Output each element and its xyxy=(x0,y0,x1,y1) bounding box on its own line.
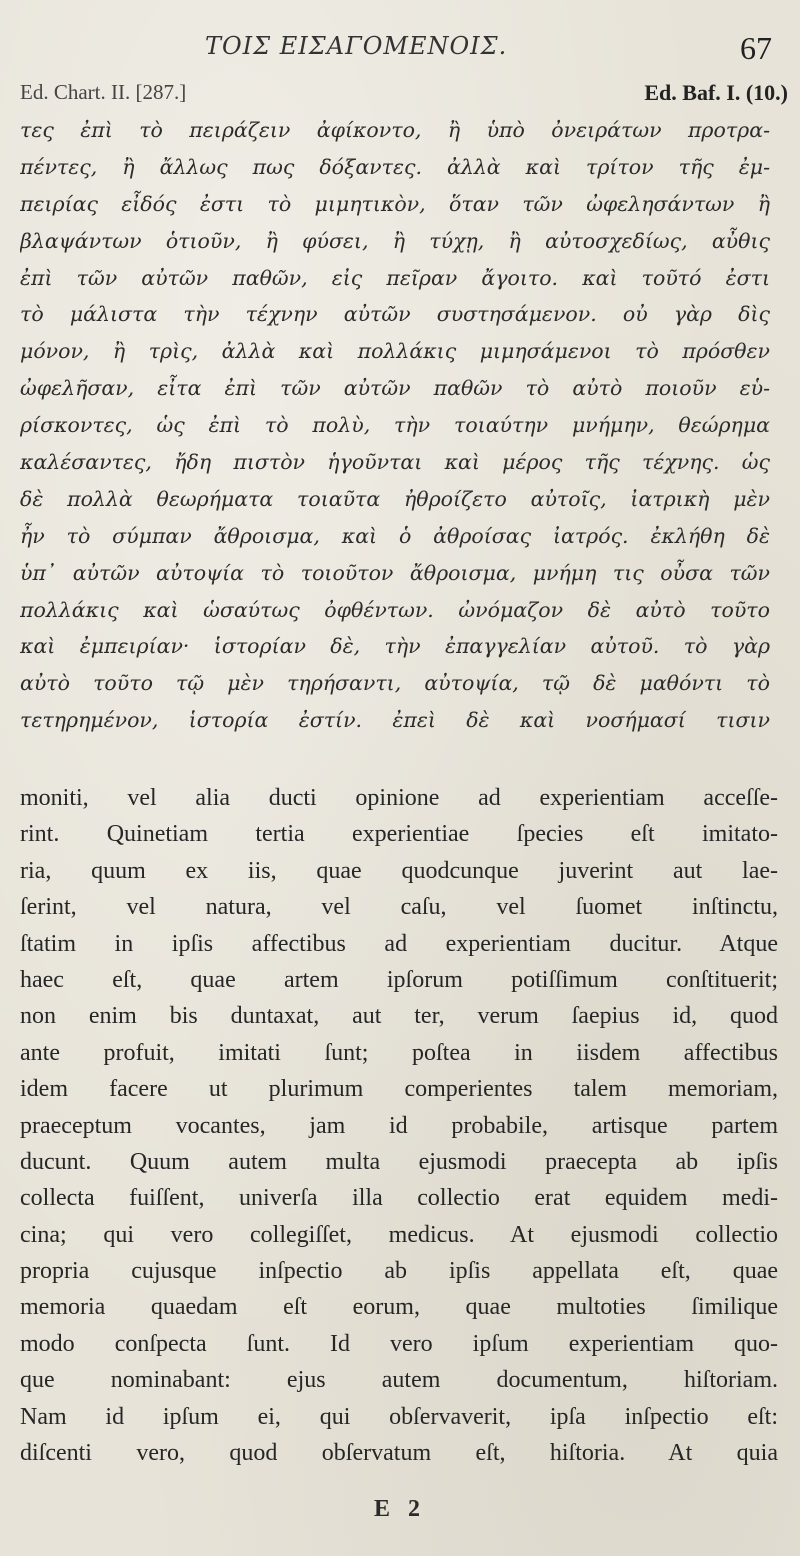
running-head xyxy=(0,30,800,64)
latin-line: ſtatim in ipſis affectibus ad experientiam ducitur. Atque xyxy=(20,930,778,957)
greek-line: ὠφελῆσαν, εἶτα ἐπὶ τῶν αὐτῶν παθῶν τὸ αὐτὸ ποιοῦν εὑ- xyxy=(20,376,770,401)
latin-line: diſcenti vero, quod obſervatum eſt, hiſtoria. At quia xyxy=(20,1440,778,1467)
greek-text-block xyxy=(20,112,770,739)
latin-text-block xyxy=(20,780,778,1471)
latin-line: cina; qui vero collegiſſet, medicus. At ejusmodi collectio xyxy=(20,1221,778,1248)
greek-line: τες ἐπὶ τὸ πειράζειν ἀφίκοντο, ἢ ὑπὸ ὀνειράτων προτρα- xyxy=(20,118,770,142)
latin-line: modo conſpecta ſunt. Id vero ipſum experientiam quo- xyxy=(20,1330,778,1357)
latin-line: Nam id ipſum ei, qui obſervaverit, ipſa inſpectio eſt: xyxy=(20,1403,778,1430)
latin-line: haec eſt, quae artem ipſorum potiſſimum conſtituerit; xyxy=(20,966,778,993)
latin-line: rint. Quinetiam tertia experientiae ſpecies eſt imitato- xyxy=(20,821,778,848)
latin-line: praeceptum vocantes, jam id probabile, artisque partem xyxy=(20,1112,778,1139)
latin-line: propria cujusque inſpectio ab ipſis appellata eſt, quae xyxy=(20,1258,778,1285)
greek-line: ἦν τὸ σύμπαν ἄθροισμα, καὶ ὁ ἀθροίσας ἰατρός. ἐκλήθη δὲ xyxy=(20,523,770,548)
latin-line: que nominabant: ejus autem documentum, hiſtoriam. xyxy=(20,1367,778,1394)
latin-line: memoria quaedam eſt eorum, quae multoties ſimilique xyxy=(20,1294,778,1321)
greek-line: αὐτὸ τοῦτο τῷ μὲν τηρήσαντι, αὐτοψία, τῷ δὲ μαθόντι τὸ xyxy=(20,671,770,696)
greek-line: πειρίας εἶδός ἐστι τὸ μιμητικὸν, ὅταν τῶν ὠφελησάντων ἢ xyxy=(20,191,770,216)
greek-line: καὶ ἐμπειρίαν· ἱστορίαν δὲ, τὴν ἐπαγγελίαν αὐτοῦ. τὸ γὰρ xyxy=(20,634,770,659)
latin-line: ria, quum ex iis, quae quodcunque juverint aut lae- xyxy=(20,857,778,884)
greek-line: τετηρημένον, ἱστορία ἐστίν. ἐπεὶ δὲ καὶ νοσήμασί τισιν xyxy=(20,708,770,733)
greek-line: ἐπὶ τῶν αὐτῶν παθῶν, εἰς πεῖραν ἄγοιτο. καὶ τοῦτό ἐστι xyxy=(20,265,770,290)
page-number: 67 xyxy=(740,30,772,66)
greek-line: ρίσκοντες, ὡς ἐπὶ τὸ πολὺ, τὴν τοιαύτην μνήμην, θεώρημα xyxy=(20,413,770,438)
edition-chart-reference: Ed. Chart. II. [287.] xyxy=(20,80,187,104)
greek-line: μόνον, ἢ τρὶς, ἀλλὰ καὶ πολλάκις μιμησάμενοι τὸ πρόσθεν xyxy=(20,339,770,364)
greek-line: δὲ πολλὰ θεωρήματα τοιαῦτα ἠθροίζετο αὐτοῖς, ἰατρικὴ μὲν xyxy=(20,486,770,511)
greek-line: πολλάκις καὶ ὡσαύτως ὀφθέντων. ὠνόμαζον δὲ αὐτὸ τοῦτο xyxy=(20,597,770,622)
greek-line: πέντες, ἢ ἄλλως πως δόξαντες. ἀλλὰ καὶ τρίτον τῆς ἐμ- xyxy=(20,154,770,179)
latin-line: idem facere ut plurimum comperientes talem memoriam, xyxy=(20,1076,778,1103)
latin-line: ducunt. Quum autem multa ejusmodi praecepta ab ipſis xyxy=(20,1148,778,1175)
latin-line: collecta fuiſſent, univerſa illa collectio erat equidem medi- xyxy=(20,1185,778,1212)
edition-basel-reference: Ed. Baf. I. (10.) xyxy=(644,80,788,105)
signature-mark: E 2 xyxy=(373,1496,426,1522)
latin-line: ante profuit, imitati ſunt; poſtea in iisdem affectibus xyxy=(20,1039,778,1066)
edition-references xyxy=(20,80,788,110)
latin-line: ſerint, vel natura, vel caſu, vel ſuomet inſtinctu, xyxy=(20,894,778,921)
latin-line: non enim bis duntaxat, aut ter, verum ſaepius id, quod xyxy=(20,1003,778,1030)
latin-line: moniti, vel alia ducti opinione ad experientiam acceſſe- xyxy=(20,785,778,811)
greek-line: ὑπ᾽ αὐτῶν αὐτοψία τὸ τοιοῦτον ἄθροισμα, μνήμη τις οὖσα τῶν xyxy=(20,560,770,585)
greek-line: καλέσαντες, ἤδη πιστὸν ἡγοῦνται καὶ μέρος τῆς τέχνης. ὡς xyxy=(20,450,770,475)
greek-line: τὸ μάλιστα τὴν τέχνην αὐτῶν συστησάμενον. οὐ γὰρ δὶς xyxy=(20,302,770,327)
running-title: ΤΟΙΣ ΕΙΣΑΓΟΜΕΝΟΙΣ. xyxy=(205,32,508,60)
greek-line: βλαψάντων ὁτιοῦν, ἢ φύσει, ἢ τύχῃ, ἢ αὐτοσχεδίως, αὖθις xyxy=(20,228,770,253)
